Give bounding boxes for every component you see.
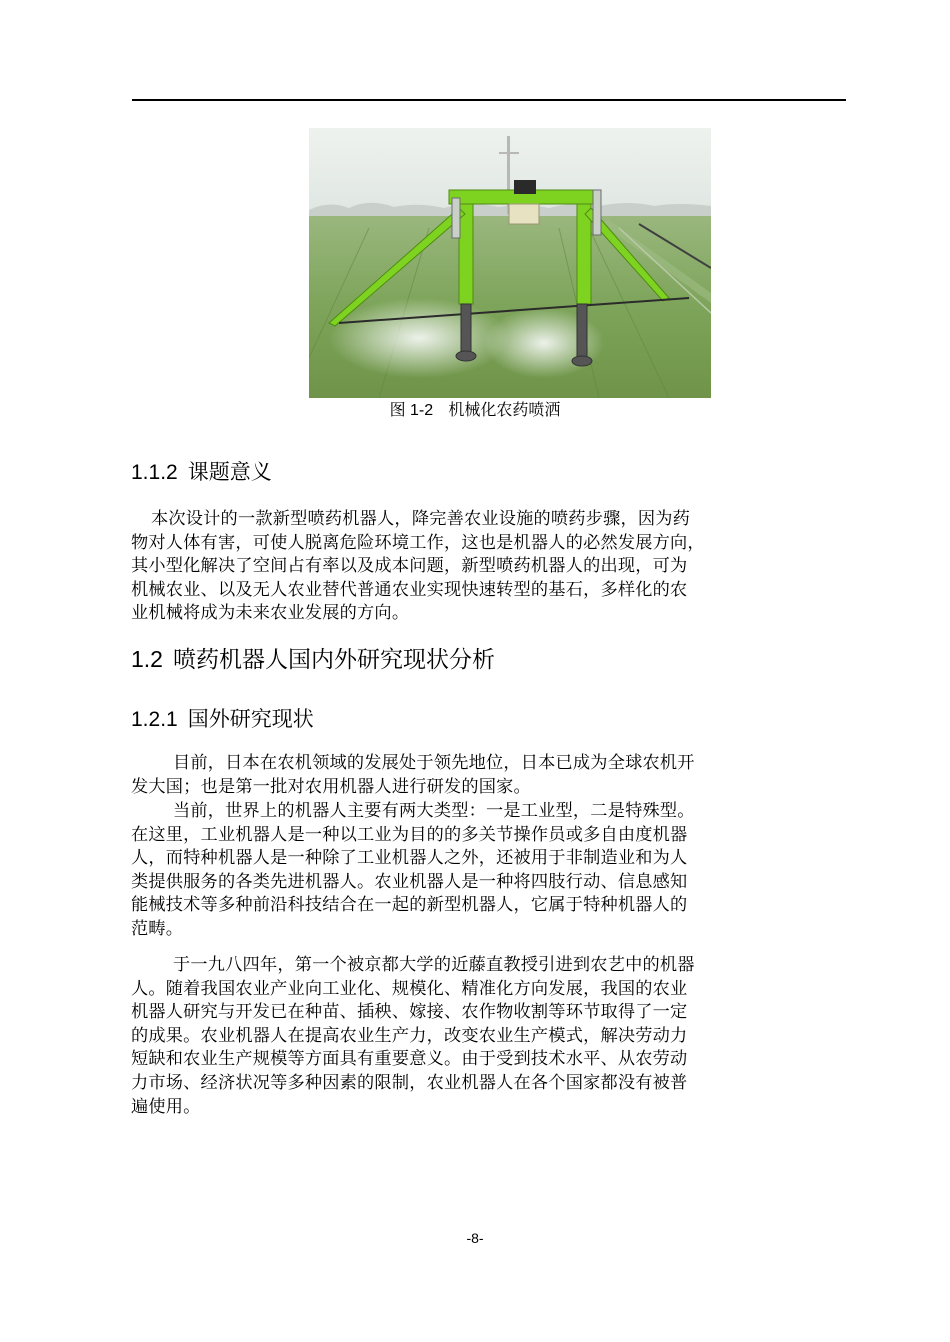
page-number: -8-	[466, 1230, 484, 1246]
section-number: 1.1.2	[131, 461, 178, 484]
text-line: 机械农业、以及无人农业替代普通农业实现快速转型的基石，多样化的农	[131, 579, 688, 600]
text-line: 力市场、经济状况等多种因素的限制，农业机器人在各个国家都没有被普	[131, 1072, 688, 1093]
section-heading-1-2	[131, 643, 495, 676]
text-line: 机器人研究与开发已在种苗、插秧、嫁接、农作物收割等环节取得了一定	[131, 1002, 688, 1023]
section-title: 国外研究现状	[187, 707, 314, 731]
text-line: 于一九八四年，第一个被京都大学的近藤直教授引进到农艺中的机器	[173, 955, 695, 975]
section-number: 1.2.1	[131, 708, 178, 731]
text-line: 当前，世界上的机器人主要有两大类型：一是工业型，二是特殊型。	[173, 801, 695, 821]
paragraph-history	[131, 954, 847, 1119]
text-line: 范畴。	[131, 918, 184, 939]
section-title: 课题意义	[187, 460, 272, 484]
header-rule	[132, 99, 846, 101]
paragraph-japan	[131, 752, 847, 799]
section-heading-1-1-2	[131, 457, 272, 488]
figure-caption	[0, 398, 950, 423]
paragraph-robot-types	[131, 800, 847, 942]
figure-caption-text: 机械化农药喷洒	[448, 400, 561, 419]
text-line: 目前，日本在农机领域的发展处于领先地位，日本已成为全球农机开	[173, 753, 695, 773]
text-line: 物对人体有害，可使人脱离危险环境工作，这也是机器人的必然发展方向，	[131, 532, 705, 553]
section-heading-1-2-1	[131, 704, 314, 735]
text-line: 发大国；也是第一批对农用机器人进行研发的国家。	[131, 776, 531, 797]
text-line: 人。随着我国农业产业向工业化、规模化、精准化方向发展，我国的农业	[131, 978, 688, 999]
text-line: 能械技术等多种前沿科技结合在一起的新型机器人，它属于特种机器人的	[131, 895, 688, 916]
text-line: 短缺和农业生产规模等方面具有重要意义。由于受到技术水平、从农劳动	[131, 1049, 688, 1070]
paragraph-significance	[131, 508, 847, 626]
text-line: 类提供服务的各类先进机器人。农业机器人是一种将四肢行动、信息感知	[131, 871, 688, 892]
text-line: 本次设计的一款新型喷药机器人，降完善农业设施的喷药步骤，因为药	[151, 509, 691, 529]
text-line: 业机械将成为未来农业发展的方向。	[131, 603, 410, 624]
figure-caption-label: 图 1-2	[389, 402, 434, 419]
section-title: 喷药机器人国内外研究现状分析	[172, 647, 495, 673]
text-line: 遍使用。	[131, 1096, 201, 1117]
spraying-robot-illustration	[309, 128, 711, 398]
text-line: 人，而特种机器人是一种除了工业机器人之外，还被用于非制造业和为人	[131, 848, 688, 869]
figure-spraying-robot-photo	[309, 128, 711, 398]
text-line: 在这里，工业机器人是一种以工业为目的的多关节操作员或多自由度机器	[131, 824, 688, 845]
section-number: 1.2	[131, 646, 163, 672]
text-line: 的成果。农业机器人在提高农业生产力，改变农业生产模式，解决劳动力	[131, 1025, 688, 1046]
text-line: 其小型化解决了空间占有率以及成本问题，新型喷药机器人的出现，可为	[131, 556, 688, 577]
